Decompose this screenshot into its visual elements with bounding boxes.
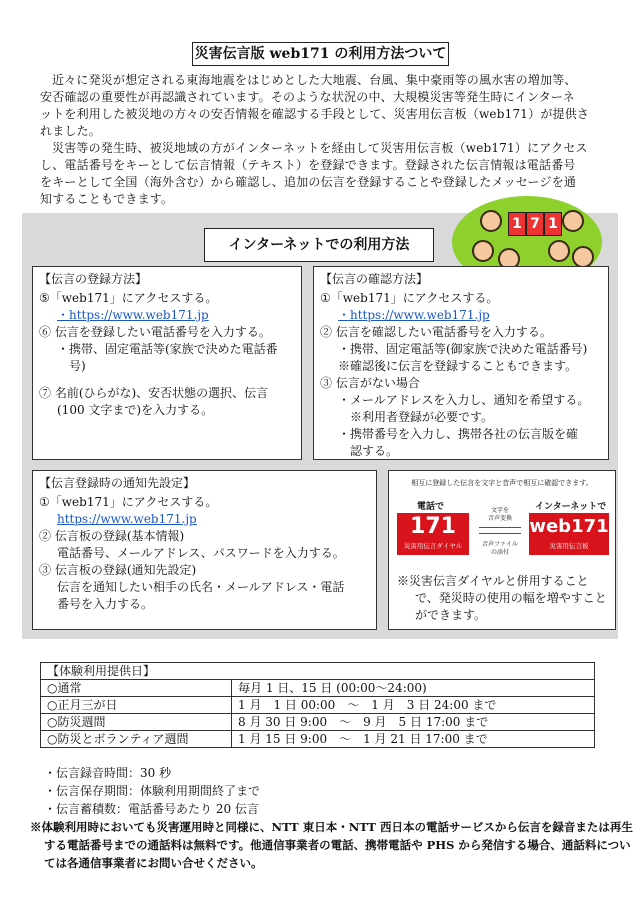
call-charge-note bbox=[30, 818, 633, 872]
table-header-row bbox=[41, 663, 595, 680]
digit-1b: 1 bbox=[544, 212, 562, 236]
digit-7: 7 bbox=[526, 212, 544, 236]
register-method-panel bbox=[32, 266, 302, 460]
table-row bbox=[41, 697, 595, 714]
note-line: で、発災時の使用の幅を増やすこと bbox=[415, 591, 607, 605]
note-line: ※災害伝言ダイヤルと併用すること bbox=[397, 574, 589, 588]
digit-1: 1 bbox=[508, 212, 526, 236]
experience-schedule-table bbox=[40, 662, 595, 748]
dial-171-sub: 災害用伝言ダイヤル bbox=[403, 542, 463, 550]
text-to-voice-label: 文字を 音声変換 bbox=[487, 507, 512, 522]
step-2-detail: ・携帯、固定電話等(御家族で決めた電話番号) bbox=[338, 342, 588, 356]
voice-file-label: 音声ファイル の添付 bbox=[482, 541, 518, 556]
intro-line: 災害等の発生時、被災地域の方がインターネットを経由して災害用伝言板（web171）にアクセス bbox=[52, 141, 588, 155]
internet-label: インターネットで bbox=[535, 502, 607, 512]
section-title: インターネットでの利用方法 bbox=[204, 228, 434, 262]
row-value: 毎月 1 日、15 日 (00:00～24:00) bbox=[232, 680, 595, 697]
step-2: ② 伝言を確認したい電話番号を入力する。 bbox=[320, 325, 552, 339]
person-icon bbox=[572, 246, 594, 268]
note-storage-period: ・伝言保存期間：体験利用期間終了まで bbox=[44, 784, 261, 798]
intro-line: 近々に発災が想定される東海地震をはじめとした大地震、台風、集中豪雨等の風水害の増加等、 bbox=[52, 73, 577, 87]
row-label: ○通常 bbox=[41, 680, 232, 697]
step-6-detail-cont: 号) bbox=[69, 359, 86, 373]
intro-line: 安否確認の重要性が再認識されています。そのような状況の中、大規模災害等発生時にインターネ bbox=[40, 90, 575, 104]
note-recording-time: ・伝言録音時間：30 秒 bbox=[44, 766, 172, 780]
dial-171-logo bbox=[397, 513, 469, 555]
notify-setting-panel bbox=[32, 470, 377, 630]
panel-heading: 【伝言登録時の通知先設定】 bbox=[39, 476, 196, 490]
step-2: ② 伝言板の登録(基本情報) bbox=[39, 529, 185, 543]
web171-wordmark: web171 bbox=[529, 516, 609, 537]
arrow-right-icon bbox=[479, 527, 521, 528]
web171-logo bbox=[529, 513, 609, 555]
person-icon bbox=[562, 210, 584, 232]
bold-note-line: する電話番号までの通話料は無料です。他通信事業者の電話、携帯電話や PHS から発信する場合、通話料につい bbox=[44, 838, 631, 852]
intro-line: し、電話番号をキーとして伝言情報（テキスト）を登録できます。登録された伝言情報は電話番号 bbox=[40, 158, 576, 172]
person-icon bbox=[480, 210, 502, 232]
phone-label: 電話で bbox=[417, 502, 445, 512]
usage-notes bbox=[44, 764, 260, 818]
row-label: ○防災とボランティア週間 bbox=[41, 731, 232, 748]
step-1: ①「web171」にアクセスする。 bbox=[39, 495, 218, 509]
step-2-note: ※確認後に伝言を登録することもできます。 bbox=[338, 359, 578, 373]
confirm-method-panel bbox=[313, 266, 609, 460]
bold-note-line: ※体験利用時においても災害運用時と同様に、NTT 東日本・NTT 西日本の電話サービスから伝言を録音または再生 bbox=[30, 820, 633, 834]
person-icon bbox=[548, 240, 570, 262]
note-capacity: ・伝言蓄積数：電話番号あたり 20 伝言 bbox=[44, 802, 259, 816]
step-1: ①「web171」にアクセスする。 bbox=[320, 291, 499, 305]
arrow-left-icon bbox=[479, 533, 521, 534]
bold-note-line: ては各通信事業者にお問い合せください。 bbox=[44, 856, 263, 870]
combined-use-note bbox=[397, 573, 613, 624]
intro-line: ットを利用した被災地の方々の安否情報を確認する手段として、災害用伝言板（web171）が提供さ bbox=[40, 107, 590, 121]
table-row bbox=[41, 731, 595, 748]
web171-link[interactable]: ・https://www.web171.jp bbox=[338, 308, 490, 322]
intro-line: れました。 bbox=[40, 124, 102, 138]
intro-paragraph-1 bbox=[40, 72, 610, 140]
dial-171-number: 171 bbox=[410, 514, 456, 539]
person-icon bbox=[472, 240, 494, 262]
step-3-detail: ・メールアドレスを入力し、通知を希望する。 bbox=[338, 393, 590, 407]
table-row bbox=[41, 714, 595, 731]
note-line: ができます。 bbox=[415, 608, 487, 622]
row-value: 1 月 1 日 00:00 ～ 1 月 3 日 24:00 まで bbox=[232, 697, 595, 714]
step-3: ③ 伝言板の登録(通知先設定) bbox=[39, 563, 197, 577]
step-7-cont: (100 文字まで)を入力する。 bbox=[57, 403, 214, 417]
badge-caption: 相互に登録した伝言を文字と音声で相互に確認できます。 bbox=[411, 479, 593, 487]
service-badge-panel bbox=[388, 470, 616, 630]
step-3-detail-2: ・携帯番号を入力し、携帯各社の伝言版を確 bbox=[338, 427, 579, 441]
step-6-detail: ・携帯、固定電話等(家族で決めた電話番 bbox=[57, 342, 278, 356]
table-header: 【体験利用提供日】 bbox=[41, 663, 595, 680]
step-3-detail-cont: 番号を入力する。 bbox=[57, 597, 154, 611]
step-3-detail: 伝言を通知したい相手の氏名・メールアドレス・電話 bbox=[57, 580, 345, 594]
step-3-note: ※利用者登録が必要です。 bbox=[350, 410, 494, 424]
web171-sub: 災害用伝言板 bbox=[549, 542, 589, 550]
panel-heading: 【伝言の確認方法】 bbox=[320, 272, 429, 286]
web171-link[interactable]: ・https://www.web171.jp bbox=[57, 308, 209, 322]
step-3-detail-2-cont: 認する。 bbox=[350, 444, 399, 458]
step-3: ③ 伝言がない場合 bbox=[320, 376, 420, 390]
table-row bbox=[41, 680, 595, 697]
step-5: ⑤「web171」にアクセスする。 bbox=[39, 291, 218, 305]
panel-heading: 【伝言の登録方法】 bbox=[39, 272, 148, 286]
row-value: 1 月 15 日 9:00 ～ 1 月 21 日 17:00 まで bbox=[232, 731, 595, 748]
step-6: ⑥ 伝言を登録したい電話番号を入力する。 bbox=[39, 325, 271, 339]
web171-link[interactable]: https://www.web171.jp bbox=[57, 512, 197, 526]
row-label: ○防災週間 bbox=[41, 714, 232, 731]
row-label: ○正月三が日 bbox=[41, 697, 232, 714]
page-title: 災害伝言版 web171 の利用方法ついて bbox=[192, 42, 449, 66]
row-value: 8 月 30 日 9:00 ～ 9 月 5 日 17:00 まで bbox=[232, 714, 595, 731]
step-2-detail: 電話番号、メールアドレス、パスワードを入力する。 bbox=[57, 546, 345, 560]
intro-line: 知することもできます。 bbox=[40, 192, 174, 206]
step-7: ⑦ 名前(ひらがな)、安否状態の選択、伝言 bbox=[39, 386, 269, 400]
intro-line: をキーとして全国（海外含む）から確認し、追加の伝言を登録することや登録したメッセージを通 bbox=[40, 175, 577, 189]
